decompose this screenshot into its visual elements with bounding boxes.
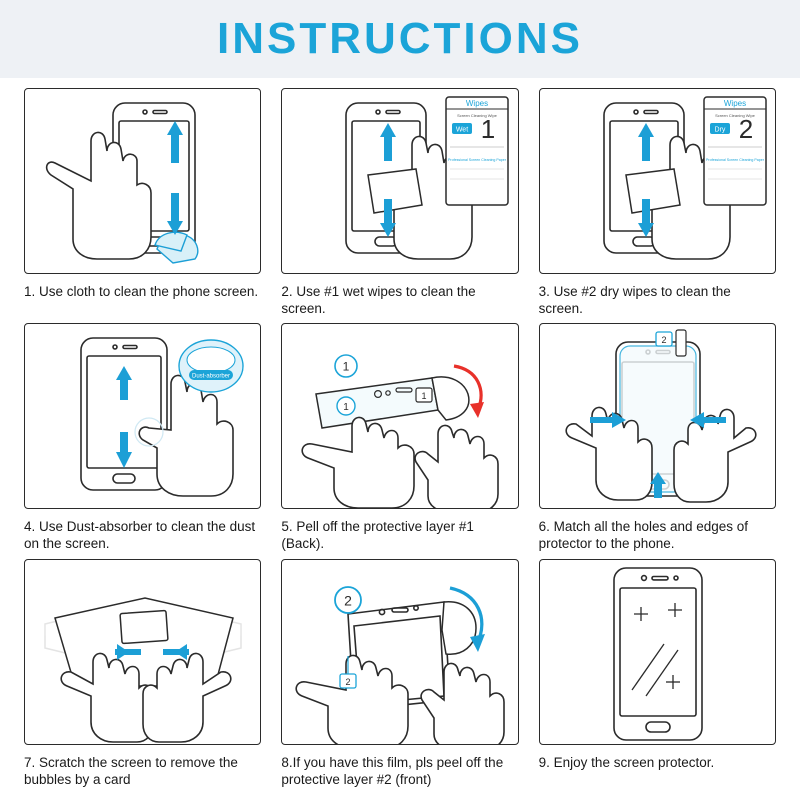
peel-arrow-head bbox=[470, 402, 484, 418]
cloth-shape bbox=[155, 232, 198, 263]
tab-number: 2 bbox=[661, 335, 667, 346]
tab-marker-square bbox=[416, 388, 432, 402]
up-down-arrow bbox=[167, 121, 183, 235]
peel-film bbox=[432, 377, 469, 420]
step-caption-2: 2. Use #1 wet wipes to clean the screen. bbox=[281, 284, 476, 316]
page-title: INSTRUCTIONS bbox=[217, 14, 583, 63]
step-cell-3 bbox=[529, 84, 786, 319]
packet-title: Wipes bbox=[466, 99, 489, 108]
shine-marks bbox=[632, 603, 682, 696]
tab-marker-circle bbox=[335, 587, 361, 613]
card bbox=[120, 610, 168, 643]
step-illustration-4 bbox=[24, 323, 261, 509]
up-down-arrow bbox=[116, 366, 132, 468]
packet-tag: Wet bbox=[456, 126, 469, 134]
hand-outline-right bbox=[421, 663, 504, 745]
wipe-packet bbox=[446, 97, 508, 205]
packet-title: Wipes bbox=[723, 99, 746, 108]
step-cell-7 bbox=[14, 555, 271, 790]
step-caption-4: 4. Use Dust-absorber to clean the dust on the screen. bbox=[24, 519, 256, 552]
step-cell-2 bbox=[271, 84, 528, 319]
tab-number: 1 bbox=[342, 359, 350, 374]
tab-number: 2 bbox=[345, 676, 351, 687]
step-cell-5 bbox=[271, 319, 528, 554]
tab-marker-circle-b bbox=[337, 397, 355, 415]
tab-number: 2 bbox=[344, 592, 353, 609]
packet-number: 2 bbox=[738, 114, 753, 144]
step-cell-8 bbox=[271, 555, 528, 790]
tab-number: 1 bbox=[343, 402, 350, 414]
phone-outline bbox=[614, 568, 702, 740]
step-illustration-1 bbox=[24, 88, 261, 274]
step-cell-6 bbox=[529, 319, 786, 554]
step-cell-9 bbox=[529, 555, 786, 790]
step-illustration-2 bbox=[281, 88, 518, 274]
steps-grid bbox=[0, 78, 800, 800]
packet-tag: Dry bbox=[714, 126, 726, 134]
hand-outline-left bbox=[297, 655, 409, 745]
packet-footer: Professional Screen Cleaning Paper bbox=[705, 158, 764, 162]
dust-absorber-sticker bbox=[179, 340, 243, 392]
step-cell-1 bbox=[14, 84, 271, 319]
step-illustration-7 bbox=[24, 559, 261, 745]
packet-subtitle: Screen Cleaning Wipe bbox=[457, 113, 498, 118]
hand-outline bbox=[303, 418, 499, 510]
tab-marker-circle-a bbox=[335, 355, 357, 377]
wipe-cloth bbox=[626, 169, 680, 213]
step-illustration-9 bbox=[539, 559, 776, 745]
step-cell-4 bbox=[14, 319, 271, 554]
tab-marker-square bbox=[656, 332, 672, 346]
packet-number: 1 bbox=[481, 114, 496, 144]
step-illustration-8 bbox=[281, 559, 518, 745]
hand-outline bbox=[47, 132, 151, 259]
step-caption-5: 5. Pell off the protective layer #1 (Back). bbox=[281, 519, 474, 552]
step-illustration-5 bbox=[281, 323, 518, 509]
step-caption-1: 1. Use cloth to clean the phone screen. bbox=[24, 284, 259, 299]
step-caption-6: 6. Match all the holes and edges of protector to the phone. bbox=[538, 519, 749, 552]
packet-subtitle: Screen Cleaning Wipe bbox=[714, 113, 755, 118]
step-caption-9: 9. Enjoy the screen protector. bbox=[538, 754, 715, 770]
step-caption-8: 8.If you have this film, pls peel off the protective layer #2 (front) bbox=[281, 754, 504, 787]
step-illustration-6 bbox=[539, 323, 776, 509]
step-caption-3: 3. Use #2 dry wipes to clean the screen. bbox=[538, 284, 731, 316]
tab-number: 1 bbox=[421, 391, 427, 402]
tab-marker-square bbox=[340, 674, 356, 688]
protector-film bbox=[316, 378, 438, 428]
wipe-packet bbox=[704, 97, 766, 205]
sticker-label: Dust-absorber bbox=[191, 373, 231, 380]
title-bar bbox=[0, 0, 800, 78]
packet-footer: Professional Screen Cleaning Paper bbox=[448, 158, 507, 162]
film-tab bbox=[676, 330, 686, 356]
step-caption-7: 7. Scratch the screen to remove the bubbles by a card bbox=[24, 754, 238, 787]
hand-outline bbox=[139, 373, 233, 497]
wipe-cloth bbox=[368, 169, 422, 213]
step-illustration-3 bbox=[539, 88, 776, 274]
peel-film bbox=[442, 601, 476, 653]
